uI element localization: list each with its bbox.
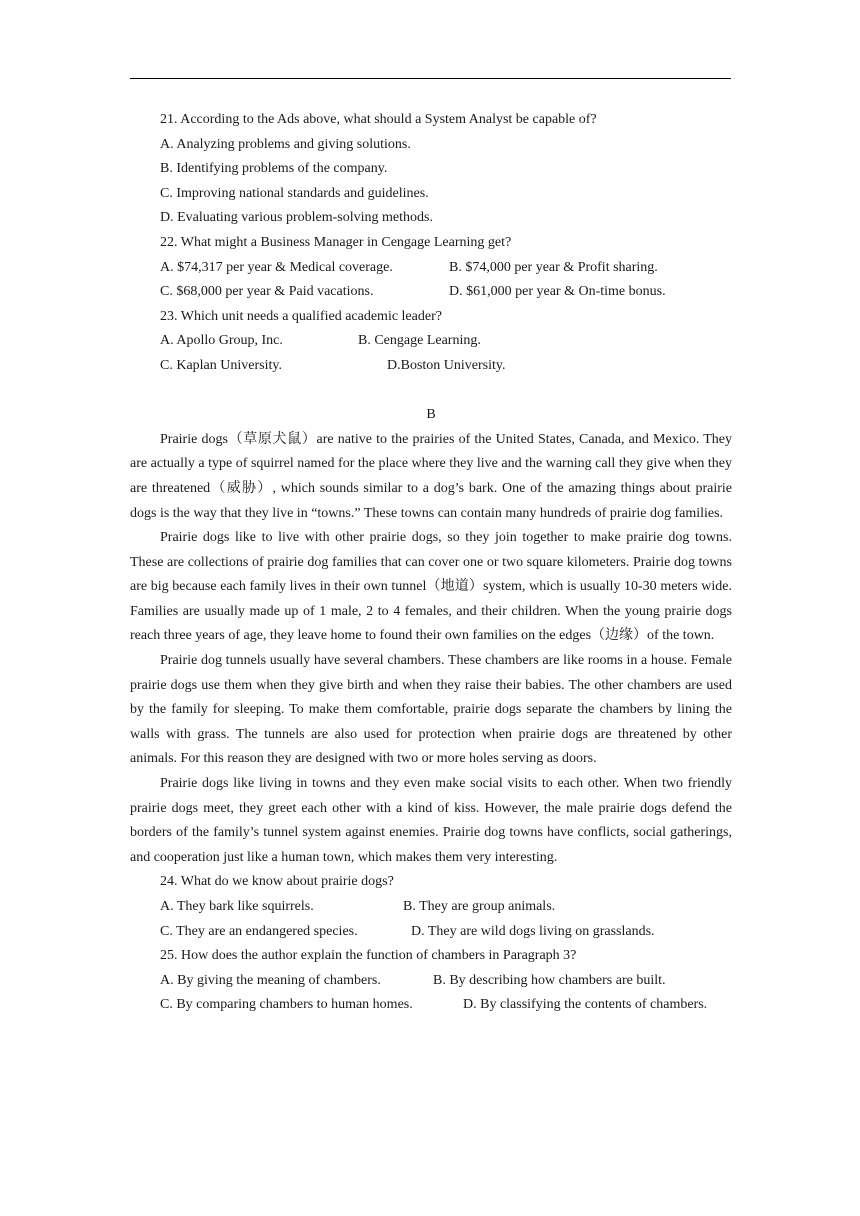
- question-25-stem: 25. How does the author explain the function of chambers in Paragraph 3?: [160, 948, 577, 964]
- question-25-option-c: C. By comparing chambers to human homes.: [160, 997, 413, 1013]
- passage-paragraph-4: Prairie dogs like living in towns and they even make social visits to each other. When two friendly prairie dogs meet, they greet each other with a kind of kiss. However, the male prairie dogs defend the borders of the family’s tunnel system against enemies. Prairie dog towns have conflicts, social gatherings, and cooperation just like a human town, which makes them very interesting.: [130, 776, 732, 865]
- question-25-option-a: A. By giving the meaning of chambers.: [160, 972, 381, 988]
- question-24-option-a: A. They bark like squirrels.: [160, 899, 314, 914]
- question-24-options-row-1: [130, 895, 732, 920]
- question-21-stem: 21. According to the Ads above, what should a System Analyst be capable of?: [160, 112, 597, 127]
- question-22-stem: 22. What might a Business Manager in Cengage Learning get?: [160, 234, 512, 250]
- question-23-option-a: A. Apollo Group, Inc.: [160, 333, 283, 349]
- question-22-options-row-2: [130, 280, 732, 305]
- question-23-options-row-2: [130, 354, 732, 379]
- question-24-stem: 24. What do we know about prairie dogs?: [160, 874, 394, 890]
- question-22-option-a: A. $74,317 per year & Medical coverage.: [160, 259, 393, 275]
- question-21-option-c: C. Improving national standards and guidelines.: [160, 185, 429, 201]
- question-21-option-a: A. Analyzing problems and giving solutions.: [160, 136, 411, 152]
- question-23-options-row-1: [130, 329, 732, 354]
- question-23-option-b: B. Cengage Learning.: [358, 333, 481, 349]
- question-22-option-d: D. $61,000 per year & On-time bonus.: [449, 284, 666, 300]
- header-rule: [130, 78, 731, 79]
- question-24-option-b: B. They are group animals.: [403, 899, 556, 914]
- question-23-stem: 23. Which unit needs a qualified academic leader?: [160, 308, 442, 324]
- question-25-options-row-1: [130, 969, 732, 994]
- question-25-option-d: D. By classifying the contents of chambers.: [463, 997, 708, 1013]
- question-21-option-b: B. Identifying problems of the company.: [160, 161, 388, 177]
- passage-paragraph-2: Prairie dogs like to live with other prairie dogs, so they join together to make prairie dog towns. These are collections of prairie dog families that can cover one or two square kilometers. Prairie dog towns are big because each family lives in their own tunnel（地道）system, which is usually 10-30 meters wide. Families are usually made up of 1 male, 2 to 4 females, and their children. When the young prairie dogs reach three years of age, they leave home to found their own families on the edges（边缘）of the town.: [130, 530, 732, 644]
- question-24-options-row-2: [130, 920, 732, 945]
- question-24-option-d: D. They are wild dogs living on grasslands.: [411, 923, 655, 939]
- question-22-options-row-1: [130, 256, 732, 281]
- section-b-title: B: [426, 407, 436, 423]
- passage-paragraph-3: Prairie dog tunnels usually have several chambers. These chambers are like rooms in a house. Female prairie dogs use them when they give birth and when they raise their babies. The other chambers are used by the family for sleeping. To make them comfortable, prairie dogs separate the chambers by lining the walls with grass. The tunnels are also used for protection when prairie dogs are threatened by other animals. For this reason they are designed with two or more holes serving as doors.: [130, 653, 732, 767]
- question-23-option-d: D.Boston University.: [387, 357, 506, 373]
- question-25-option-b: B. By describing how chambers are built.: [433, 972, 666, 988]
- document-body: [130, 108, 732, 1018]
- question-21-option-d: D. Evaluating various problem-solving methods.: [160, 210, 433, 226]
- question-22-option-b: B. $74,000 per year & Profit sharing.: [449, 259, 658, 275]
- question-24-option-c: C. They are an endangered species.: [160, 923, 358, 939]
- passage-paragraph-1: Prairie dogs（草原犬鼠）are native to the prairies of the United States, Canada, and Mexico. They are actually a type of squirrel named for the place where they live and the warning call they give when they are threatened（威胁）, which sounds similar to a dog’s bark. One of the amazing things about prairie dogs is the way that they live in “towns.” These towns can contain many hundreds of prairie dog families.: [130, 431, 732, 521]
- question-23-option-c: C. Kaplan University.: [160, 357, 282, 373]
- question-22-option-c: C. $68,000 per year & Paid vacations.: [160, 284, 374, 300]
- question-25-options-row-2: [130, 993, 732, 1018]
